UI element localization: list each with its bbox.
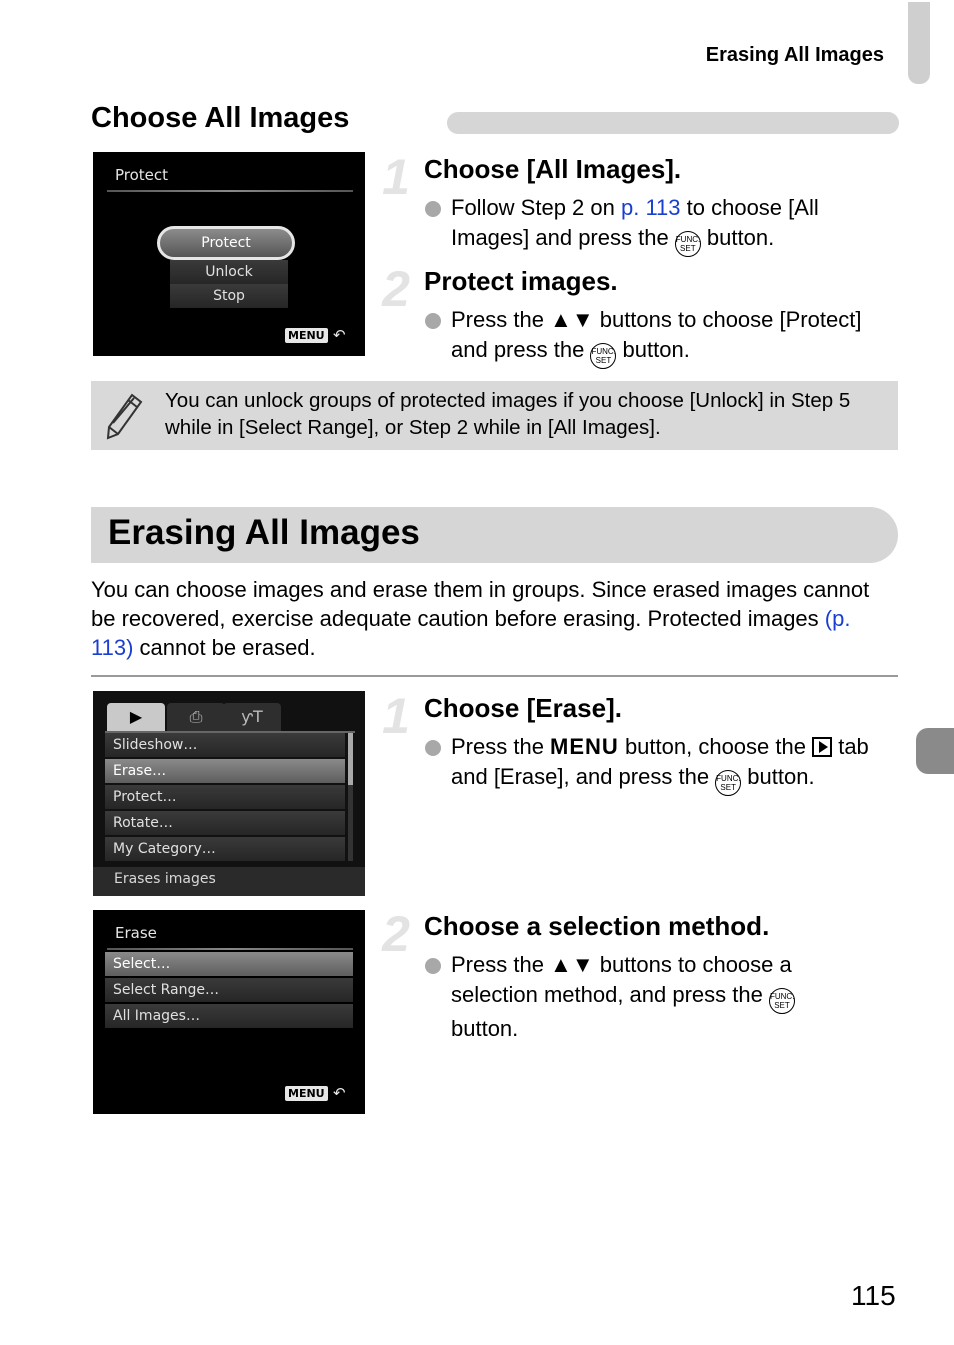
step-number: 1 [382, 149, 410, 205]
page-link[interactable]: p. 113 [620, 195, 681, 220]
scrollbar-thumb [348, 733, 353, 785]
protect-screen-title: Protect [115, 166, 169, 184]
menu-item-erase: Erase… [105, 759, 345, 783]
chapter-tab-marker [916, 728, 954, 774]
step-title: Protect images. [424, 266, 618, 296]
menu-item-my-category: My Category… [105, 837, 345, 861]
tab-settings: ƴT [223, 703, 281, 731]
menu-button-glyph: MENU [550, 734, 619, 759]
page-link[interactable]: (p. 113) [91, 606, 851, 660]
stop-option: Stop [170, 284, 288, 308]
protect-screen [93, 152, 365, 356]
menu-item-rotate: Rotate… [105, 811, 345, 835]
return-icon: ↶ [333, 326, 346, 344]
menu-button-icon: MENU [285, 328, 328, 343]
bullet-icon [425, 958, 441, 974]
func-set-button-icon: FUNC. SET [715, 770, 741, 796]
func-set-button-icon: FUNC. SET [769, 988, 795, 1014]
up-down-arrows-icon: ▲▼ [550, 952, 594, 977]
menu-footer-hint: Erases images [114, 871, 216, 887]
step-instruction: Press the ▲▼ buttons to choose [Protect] and press the FUNC. SET button. [451, 305, 901, 369]
step-instruction: Follow Step 2 on p. 113 to choose [All Images] and press the FUNC. SET button. [451, 193, 901, 257]
erase-screen [93, 910, 365, 1114]
step-title: Choose [Erase]. [424, 693, 622, 723]
step-title: Choose a selection method. [424, 911, 770, 941]
step-number: 2 [382, 261, 410, 317]
step-title: Choose [All Images]. [424, 154, 682, 184]
bullet-icon [425, 740, 441, 756]
erase-option-all-images: All Images… [105, 1004, 353, 1028]
note-text: You can unlock groups of protected images if you choose [Unlock] in Step 5 while in [Select Range], or Step 2 while in [All Images]. [165, 389, 851, 439]
erase-option-select: Select… [105, 952, 353, 976]
section-title-bar [447, 112, 899, 134]
step-instruction: Press the ▲▼ buttons to choose a selection method, and press the FUNC. SET button. [451, 950, 851, 1044]
bullet-icon [425, 201, 441, 217]
step-number: 2 [382, 906, 410, 962]
menu-item-protect: Protect… [105, 785, 345, 809]
unlock-option: Unlock [170, 260, 288, 284]
return-icon: ↶ [333, 1084, 346, 1102]
func-set-button-icon: FUNC. SET [590, 343, 616, 369]
erase-section-title: Erasing All Images [108, 513, 420, 552]
divider [91, 675, 898, 677]
step-instruction: Press the MENU button, choose the tab and [Erase], and press the FUNC. SET button. [451, 732, 901, 796]
erase-screen-title: Erase [115, 924, 157, 942]
func-set-button-icon: FUNC. SET [675, 231, 701, 257]
menu-item-slideshow: Slideshow… [105, 733, 345, 757]
erase-option-select-range: Select Range… [105, 978, 353, 1002]
screen-divider [107, 948, 353, 950]
bullet-icon [425, 313, 441, 329]
pencil-icon [104, 392, 144, 440]
up-down-arrows-icon: ▲▼ [550, 307, 594, 332]
tab-playback: ▶ [107, 703, 165, 731]
playback-tab-icon [812, 737, 832, 757]
screen-divider [107, 190, 353, 192]
header-tab-marker [908, 2, 930, 84]
section-title: Choose All Images [91, 102, 350, 134]
menu-button-icon: MENU [285, 1086, 328, 1101]
page-number: 115 [851, 1280, 896, 1311]
protect-option-selected: Protect [157, 226, 295, 260]
tab-print: ⎙ [167, 703, 225, 731]
step-number: 1 [382, 688, 410, 744]
erase-intro: You can choose images and erase them in groups. Since erased images cannot be recovered, exercise adequate caution before erasing. Protected images (p. 113) cannot be erased. [91, 577, 870, 660]
running-header: Erasing All Images [705, 44, 884, 66]
playback-menu-screen [93, 691, 365, 896]
